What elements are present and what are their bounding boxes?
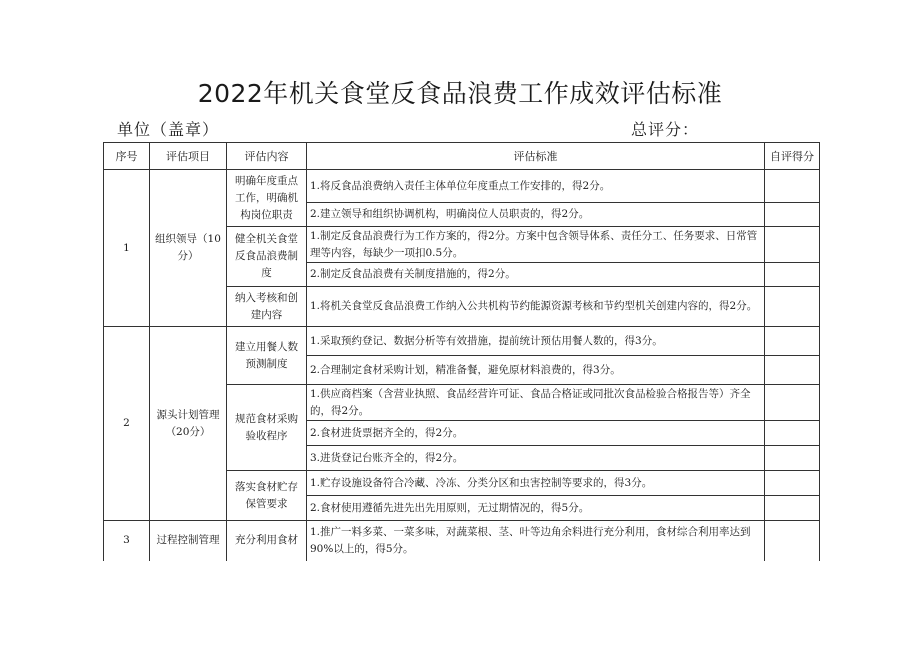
header-no: 序号: [104, 143, 150, 170]
section-2-content-2: 规范食材采购验收程序: [227, 385, 307, 471]
self-score-cell[interactable]: [765, 203, 820, 227]
self-score-cell[interactable]: [765, 287, 820, 327]
unit-stamp-label: 单位（盖章）: [117, 120, 220, 139]
header-self-score: 自评得分: [765, 143, 820, 170]
self-score-cell[interactable]: [765, 521, 820, 561]
header-criteria: 评估标准: [307, 143, 765, 170]
section-1-item: 组织领导（10分）: [150, 170, 227, 327]
section-3-item: 过程控制管理: [150, 521, 227, 561]
self-score-cell[interactable]: [765, 471, 820, 496]
criteria-cell: 1.贮存设施设备符合冷藏、冷冻、分类分区和虫害控制等要求的，得3分。: [307, 471, 765, 496]
criteria-cell: 1.制定反食品浪费行为工作方案的，得2分。方案中包含领导体系、责任分工、任务要求、日常管理等内容，每缺少一项扣0.5分。: [307, 227, 765, 263]
self-score-cell[interactable]: [765, 263, 820, 287]
header-item: 评估项目: [150, 143, 227, 170]
criteria-cell: 2.食材进货票据齐全的，得2分。: [307, 421, 765, 446]
criteria-cell: 2.建立领导和组织协调机构，明确岗位人员职责的，得2分。: [307, 203, 765, 227]
self-score-cell[interactable]: [765, 170, 820, 203]
table-row: [104, 521, 820, 561]
section-1-content-2: 健全机关食堂反食品浪费制度: [227, 227, 307, 287]
section-1-content-3: 纳入考核和创建内容: [227, 287, 307, 327]
section-1-no: 1: [104, 170, 150, 327]
self-score-cell[interactable]: [765, 446, 820, 471]
table-header-row: [104, 143, 820, 170]
table-row: [104, 327, 820, 356]
section-2-content-3: 落实食材贮存保管要求: [227, 471, 307, 521]
self-score-cell[interactable]: [765, 227, 820, 263]
self-score-cell[interactable]: [765, 356, 820, 385]
evaluation-table: [103, 142, 820, 561]
section-3-content-1: 充分利用食材: [227, 521, 307, 561]
criteria-cell: 1.将机关食堂反食品浪费工作纳入公共机构节约能源资源考核和节约型机关创建内容的，得2分。: [307, 287, 765, 327]
self-score-cell[interactable]: [765, 327, 820, 356]
header-content: 评估内容: [227, 143, 307, 170]
criteria-cell: 1.供应商档案（含营业执照、食品经营许可证、食品合格证或同批次食品检验合格报告等）齐全的，得2分。: [307, 385, 765, 421]
document-title: 2022年机关食堂反食品浪费工作成效评估标准: [197, 79, 723, 108]
criteria-cell: 2.食材使用遵循先进先出先用原则，无过期情况的，得5分。: [307, 496, 765, 521]
criteria-cell: 1.将反食品浪费纳入责任主体单位年度重点工作安排的，得2分。: [307, 170, 765, 203]
criteria-cell: 3.进货登记台账齐全的，得2分。: [307, 446, 765, 471]
section-2-content-1: 建立用餐人数预测制度: [227, 327, 307, 385]
section-2-item: 源头计划管理（20分）: [150, 327, 227, 521]
criteria-cell: 2.合理制定食材采购计划，精准备餐，避免原材料浪费的，得3分。: [307, 356, 765, 385]
self-score-cell[interactable]: [765, 496, 820, 521]
section-3-no: 3: [104, 521, 150, 561]
table-row: [104, 170, 820, 203]
total-score-label: 总评分：: [631, 120, 700, 139]
self-score-cell[interactable]: [765, 421, 820, 446]
criteria-cell: 1.推广一料多菜、一菜多味，对蔬菜根、茎、叶等边角余料进行充分利用，食材综合利用率达到90%以上的，得5分。: [307, 521, 765, 561]
section-2-no: 2: [104, 327, 150, 521]
section-1-content-1: 明确年度重点工作，明确机构岗位职责: [227, 170, 307, 227]
criteria-cell: 2.制定反食品浪费有关制度措施的，得2分。: [307, 263, 765, 287]
self-score-cell[interactable]: [765, 385, 820, 421]
criteria-cell: 1.采取预约登记、数据分析等有效措施，提前统计预估用餐人数的，得3分。: [307, 327, 765, 356]
